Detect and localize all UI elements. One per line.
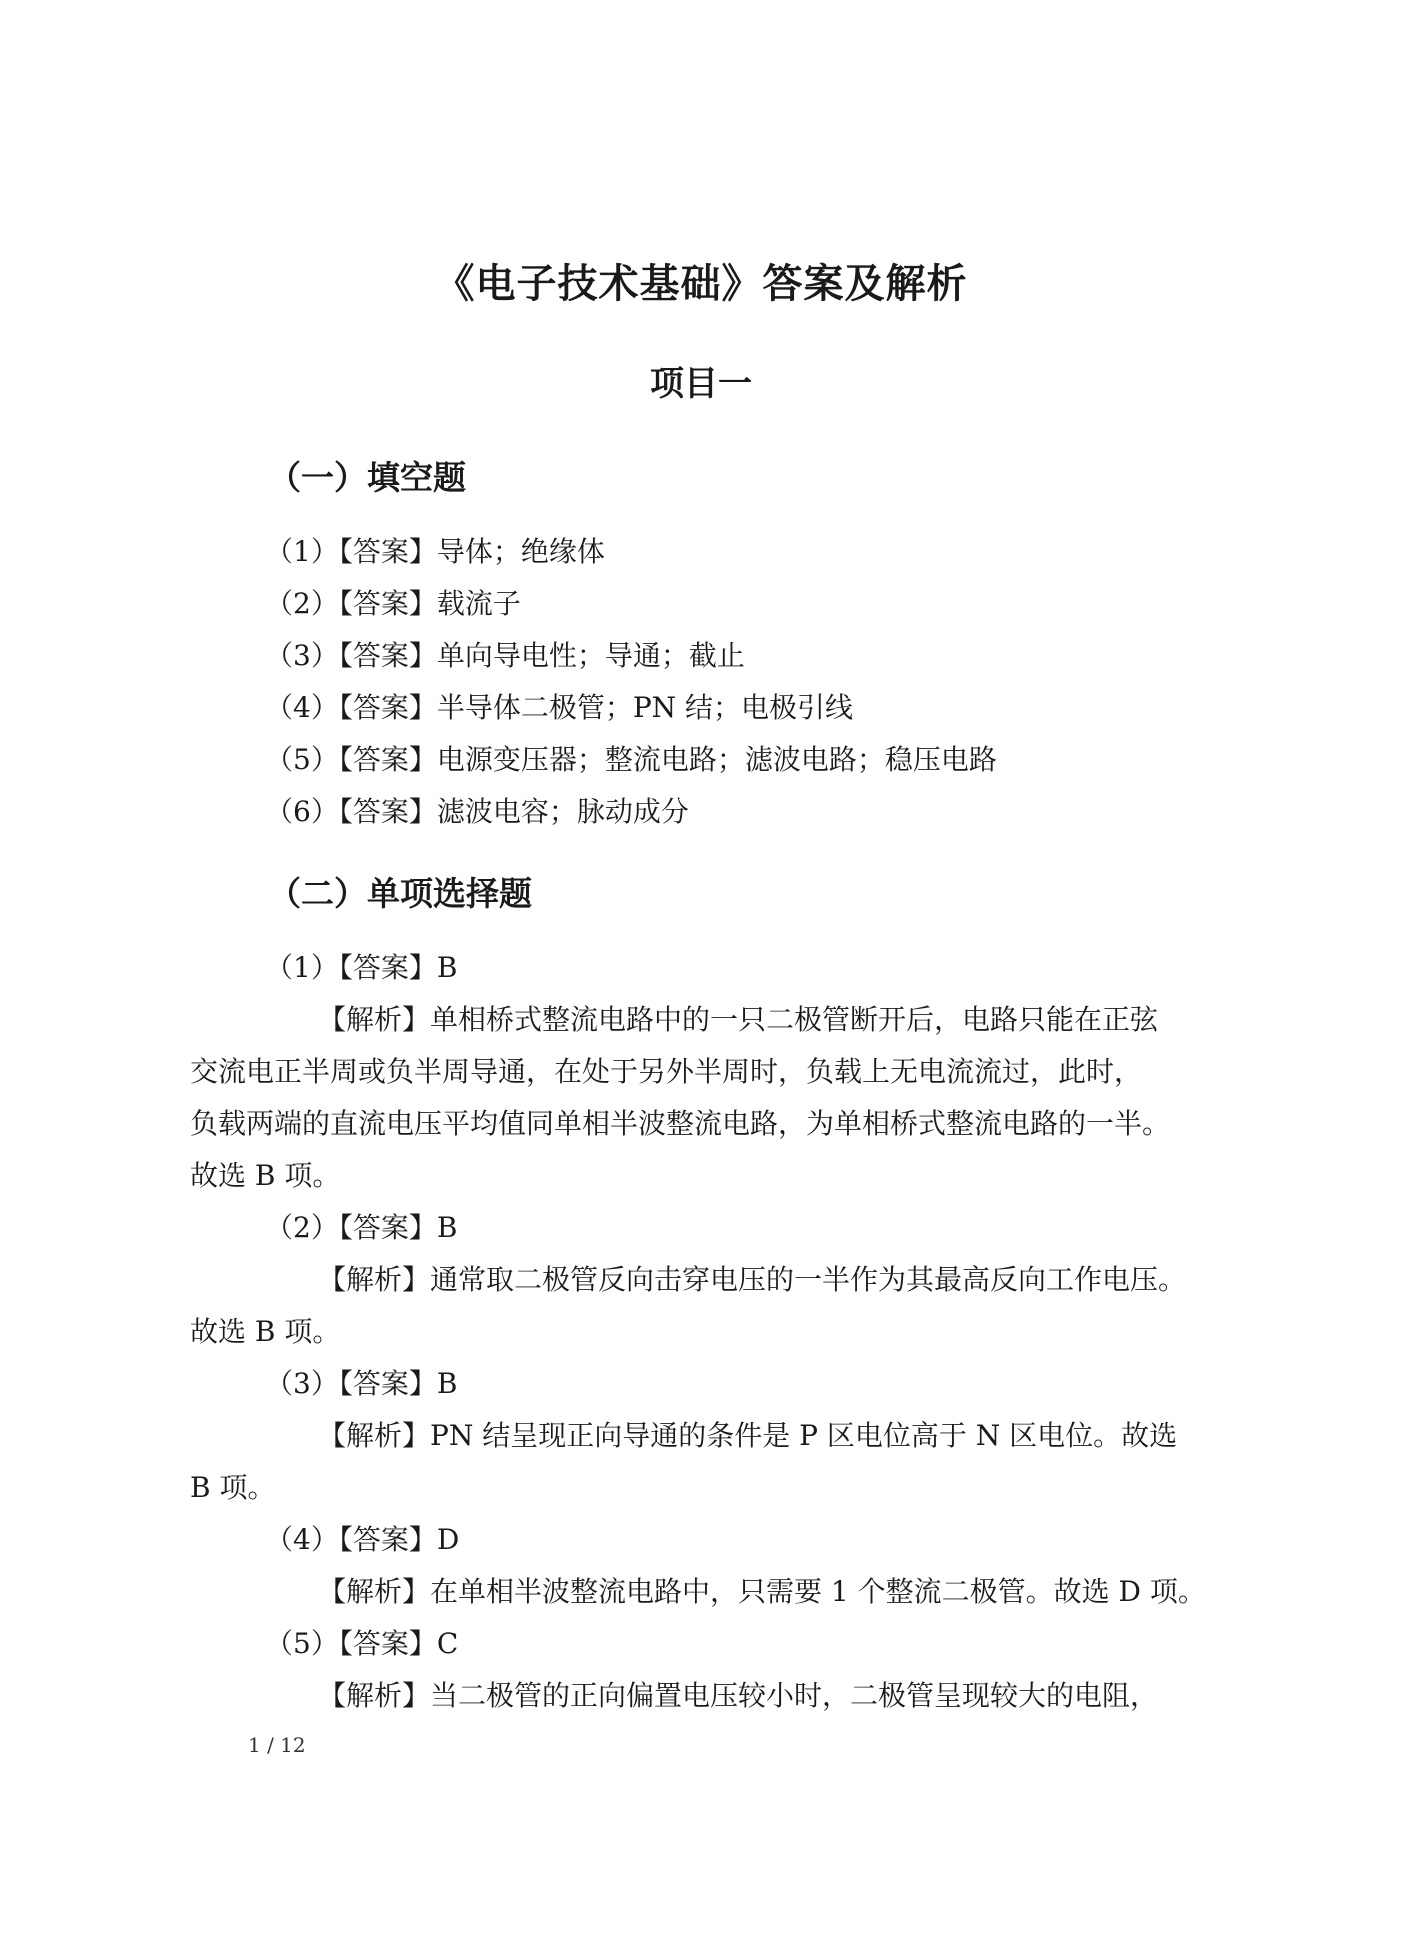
choice-analysis: 交流电正半周或负半周导通，在处于另外半周时，负载上无电流流过，此时， (190, 1055, 1143, 1088)
choice-analysis: 【解析】通常取二极管反向击穿电压的一半作为其最高反向工作电压。 (318, 1263, 1187, 1296)
choice-analysis: 负载两端的直流电压平均值同单相半波整流电路，为单相桥式整流电路的一半。 (190, 1107, 1171, 1140)
choice-answer: （3）【答案】B (265, 1367, 458, 1400)
choice-analysis: 【解析】当二极管的正向偏置电压较小时，二极管呈现较大的电阻， (318, 1679, 1159, 1712)
fill-blank-item: （3）【答案】单向导电性；导通；截止 (265, 639, 745, 672)
fill-blank-item: （4）【答案】半导体二极管；PN 结；电极引线 (265, 691, 854, 724)
choice-answer: （5）【答案】C (265, 1627, 459, 1660)
choice-answer: （4）【答案】D (265, 1523, 460, 1556)
choice-answer: （1）【答案】B (265, 951, 458, 984)
choice-analysis: 故选 B 项。 (190, 1315, 341, 1348)
page-number: 1 / 12 (248, 1733, 306, 1757)
choice-analysis: B 项。 (190, 1471, 276, 1504)
fill-blank-item: （5）【答案】电源变压器；整流电路；滤波电路；稳压电路 (265, 743, 997, 776)
document-subtitle: 项目一 (650, 364, 752, 404)
document-title: 《电子技术基础》答案及解析 (434, 261, 968, 307)
fill-blank-item: （2）【答案】载流子 (265, 587, 521, 620)
choice-analysis: 【解析】单相桥式整流电路中的一只二极管断开后，电路只能在正弦 (318, 1003, 1159, 1036)
choice-analysis: 【解析】PN 结呈现正向导通的条件是 P 区电位高于 N 区电位。故选 (318, 1419, 1178, 1452)
fill-blank-item: （6）【答案】滤波电容；脉动成分 (265, 795, 689, 828)
section-heading-single-choice: （二）单项选择题 (268, 874, 532, 913)
choice-analysis: 故选 B 项。 (190, 1159, 341, 1192)
fill-blank-item: （1）【答案】导体；绝缘体 (265, 535, 605, 568)
choice-analysis: 【解析】在单相半波整流电路中，只需要 1 个整流二极管。故选 D 项。 (318, 1575, 1206, 1608)
choice-answer: （2）【答案】B (265, 1211, 458, 1244)
section-heading-fill-blank: （一）填空题 (268, 458, 466, 497)
